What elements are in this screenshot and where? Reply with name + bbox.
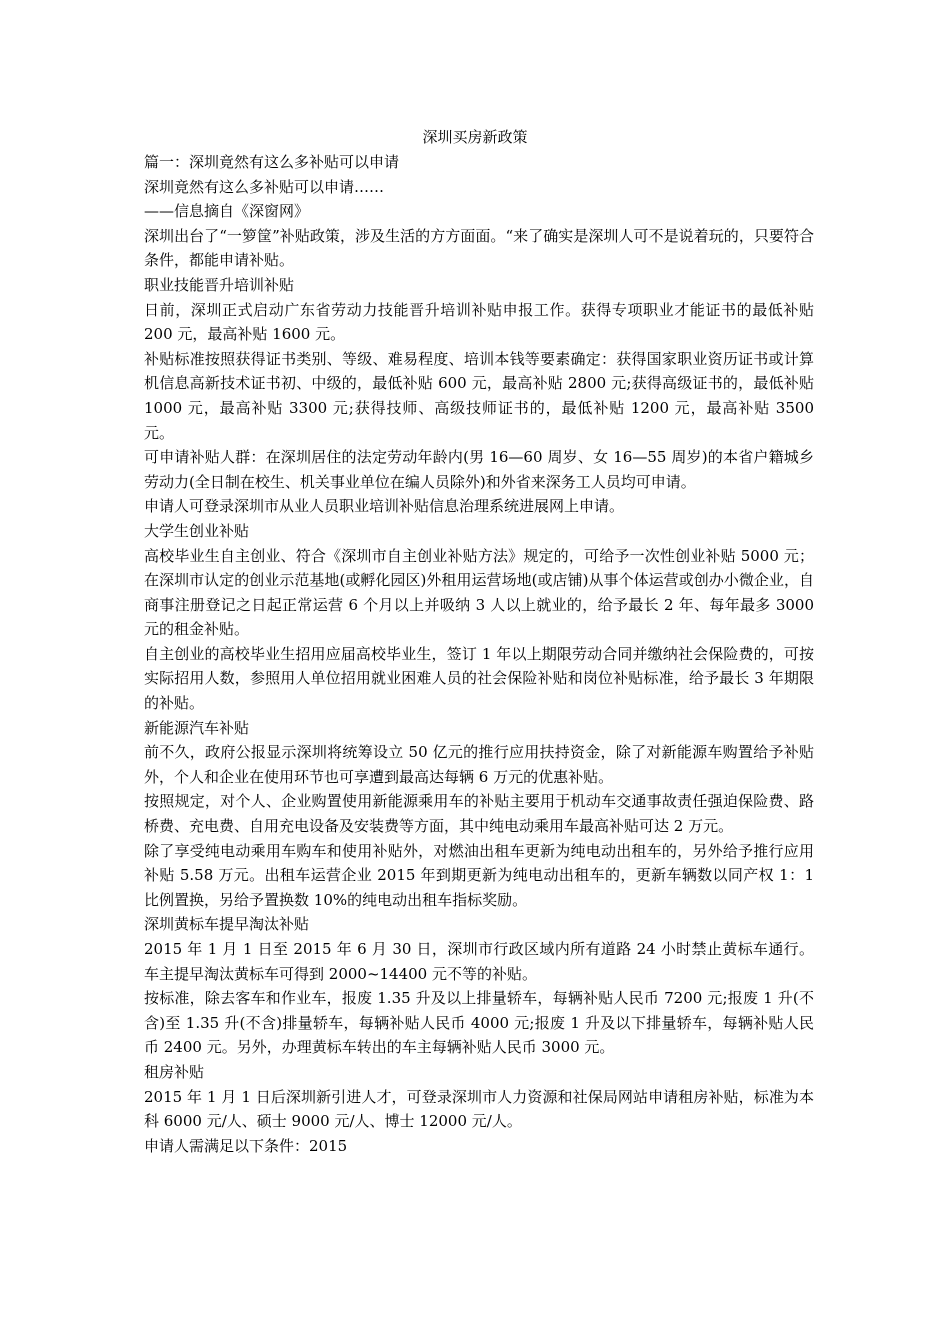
paragraph: 可申请补贴人群：在深圳居住的法定劳动年龄内(男 16—60 周岁、女 16—55 周岁)的本省户籍城乡劳动力(全日制在校生、机关事业单位在编人员除外)和外省来深务工人员均可申请。 xyxy=(144,448,814,491)
paragraph: 2015 年 1 月 1 日至 2015 年 6 月 30 日，深圳市行政区域内所有道路 24 小时禁止黄标车通行。车主提早淘汰黄标车可得到 2000~14400 元不等的补贴。 xyxy=(144,940,814,983)
paragraph: 篇一：深圳竟然有这么多补贴可以申请 xyxy=(144,153,400,171)
section-heading: 职业技能晋升培训补贴 xyxy=(144,275,295,294)
paragraph: 深圳出台了“一箩筐”补贴政策，涉及生活的方方面面。“来了确实是深圳人可不是说着玩的，只要符合条件，都能申请补贴。 xyxy=(144,226,814,270)
paragraph: 自主创业的高校毕业生招用应届高校毕业生，签订 1 年以上期限劳动合同并缴纳社会保险费的，可按实际招用人数，参照用人单位招用就业困难人员的社会保险补贴和岗位补贴标准，给予最长 3 年期限的补贴。 xyxy=(144,644,814,713)
paragraph: 2015 年 1 月 1 日后深圳新引进人才，可登录深圳市人力资源和社保局网站申请租房补贴，标准为本科 6000 元/人、硕士 9000 元/人、博士 12000 元/人。 xyxy=(144,1087,814,1131)
paragraph: 补贴标准按照获得证书类别、等级、难易程度、培训本钱等要素确定：获得国家职业资历证书或计算机信息高新技术证书初、中级的，最低补贴 600 元，最高补贴 2800 元;获得高级证书的，最低补贴 1000 元，最高补贴 3300 元;获得技师、高级技师证书的，最低补贴 1200 元，最高补贴 3500 元。 xyxy=(144,349,814,442)
section-heading: 新能源汽车补贴 xyxy=(144,718,250,737)
section-heading: 租房补贴 xyxy=(144,1062,205,1081)
paragraph: 申请人需满足以下条件：2015 xyxy=(144,1136,348,1155)
document-title: 深圳买房新政策 xyxy=(422,128,528,146)
paragraph: 日前，深圳正式启动广东省劳动力技能晋升培训补贴申报工作。获得专项职业才能证书的最低补贴 200 元，最高补贴 1600 元。 xyxy=(144,300,814,344)
paragraph: 除了享受纯电动乘用车购车和使用补贴外，对燃油出租车更新为纯电动出租车的，另外给予推行应用补贴 5.58 万元。出租车运营企业 2015 年到期更新为纯电动出租车的，更新车辆数以同产权 1：1 比例置换，另给予置换数 10%的纯电动出租车指标奖励。 xyxy=(144,841,814,909)
paragraph: 前不久，政府公报显示深圳将统筹设立 50 亿元的推行应用扶持资金，除了对新能源车购置给予补贴外，个人和企业在使用环节也可享遭到最高达每辆 6 万元的优惠补贴。 xyxy=(144,743,814,786)
paragraph: ——信息摘自《深窗网》 xyxy=(144,202,310,221)
paragraph: 按照规定，对个人、企业购置使用新能源乘用车的补贴主要用于机动车交通事故责任强迫保险费、路桥费、充电费、自用充电设备及安装费等方面，其中纯电动乘用车最高补贴可达 2 万元。 xyxy=(144,792,814,836)
paragraph: 按标准，除去客车和作业车，报废 1.35 升及以上排量轿车，每辆补贴人民币 7200 元;报废 1 升(不含)至 1.35 升(不含)排量轿车，每辆补贴人民币 4000 元;报废 1 升及以下排量轿车，每辆补贴人民币 2400 元。另外，办理黄标车转出的车主每辆补贴人民币 3000 元。 xyxy=(144,989,814,1057)
section-heading: 深圳黄标车提早淘汰补贴 xyxy=(144,915,310,934)
section-heading: 大学生创业补贴 xyxy=(144,521,250,540)
paragraph: 高校毕业生自主创业、符合《深圳市自主创业补贴方法》规定的，可给予一次性创业补贴 5000 元；在深圳市认定的创业示范基地(或孵化园区)外租用运营场地(或店铺)从事个体运营或创办小微企业，自商事注册登记之日起正常运营 6 个月以上并吸纳 3 人以上就业的，给予最长 2 年、每年最多 3000 元的租金补贴。 xyxy=(144,546,814,639)
document-body xyxy=(144,150,814,1158)
paragraph: 深圳竟然有这么多补贴可以申请…… xyxy=(144,177,385,196)
paragraph: 申请人可登录深圳市从业人员职业培训补贴信息治理系统进展网上申请。 xyxy=(144,497,625,516)
